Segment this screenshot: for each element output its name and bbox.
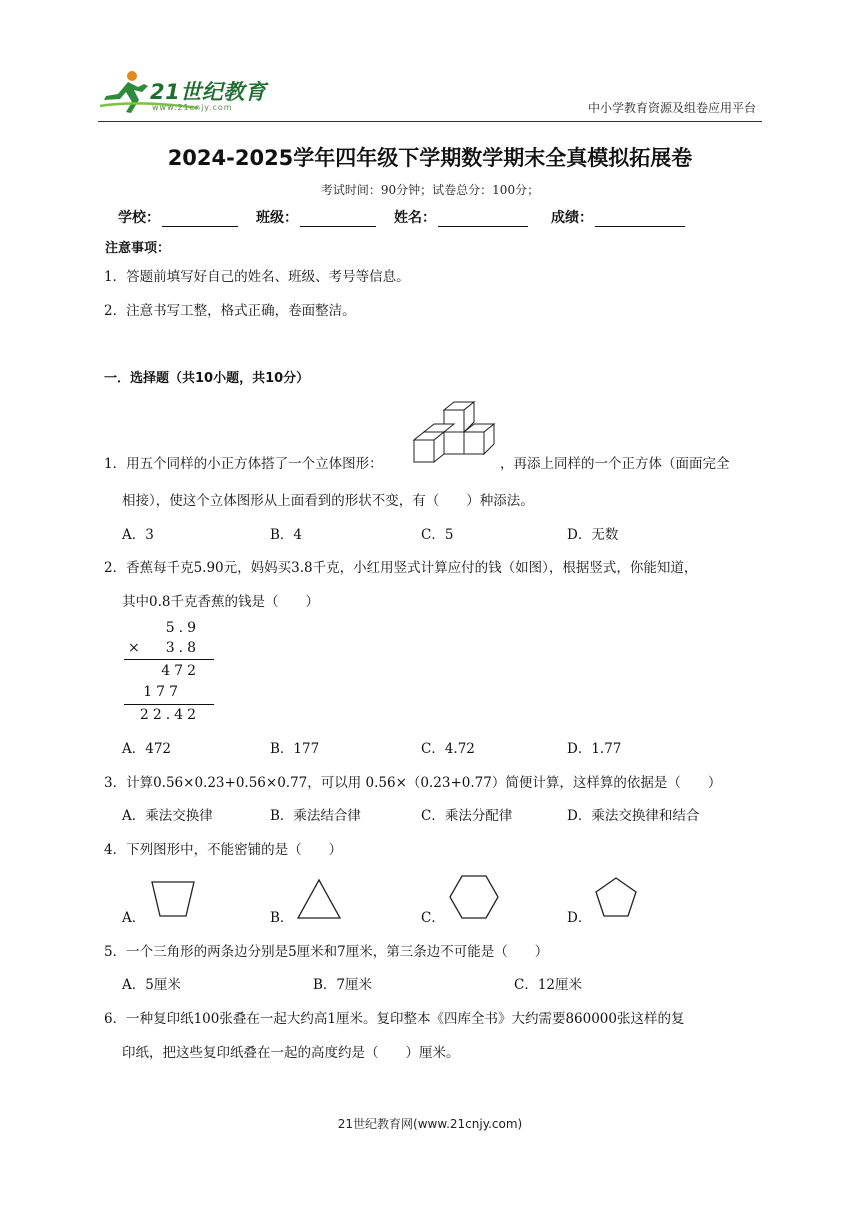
- note-item: 1．答题前填写好自己的姓名、班级、考号等信息。: [104, 269, 410, 285]
- vertical-multiplication: [112, 618, 214, 726]
- cube-stack-figure: [412, 400, 500, 466]
- logo-text: 21世纪教育: [150, 80, 267, 104]
- platform-name: 中小学教育资源及组卷应用平台: [587, 101, 756, 115]
- question-1-suffix: ，再添上同样的一个正方体（面面完全: [500, 456, 730, 472]
- header-divider: [98, 121, 762, 122]
- class-label: 班级：: [256, 210, 298, 226]
- calc-partial-1: 472: [161, 663, 200, 679]
- question-6-line2: 印纸，把这些复印纸叠在一起的高度约是（ ）厘米。: [122, 1045, 460, 1061]
- question-6-line1: 6．一种复印纸100张叠在一起大约高1厘米。复印整本《四库全书》大约需要860000张这样的复: [104, 1011, 685, 1027]
- option-c[interactable]: C．: [421, 910, 445, 926]
- score-field: [551, 207, 685, 227]
- trapezoid-icon: [150, 880, 196, 918]
- page-footer: 21世纪教育网(www.21cnjy.com): [337, 1117, 523, 1131]
- option-b[interactable]: B．: [270, 910, 294, 926]
- option-c[interactable]: C．乘法分配律: [421, 808, 513, 824]
- name-field: [394, 207, 528, 227]
- section-title: 一．选择题（共10小题，共10分）: [104, 371, 310, 386]
- name-label: 姓名：: [394, 210, 436, 226]
- option-a[interactable]: A．3: [122, 527, 154, 543]
- option-d[interactable]: D．: [567, 910, 592, 926]
- question-5-line1: 5．一个三角形的两条边分别是5厘米和7厘米，第三条边不可能是（ ）: [104, 944, 549, 960]
- option-b[interactable]: B．177: [270, 741, 320, 757]
- option-d[interactable]: D．无数: [567, 527, 619, 543]
- pentagon-icon: [594, 876, 638, 918]
- school-blank[interactable]: [162, 211, 238, 227]
- question-2-line2: 其中0.8千克香蕉的钱是（ ）: [122, 594, 319, 610]
- school-field: [118, 207, 238, 227]
- class-field: [256, 207, 376, 227]
- name-blank[interactable]: [438, 211, 528, 227]
- question-1-line2: 相接），使这个立体图形从上面看到的形状不变，有（ ）种添法。: [122, 493, 534, 509]
- exam-title: 2024-2025学年四年级下学期数学期末全真模拟拓展卷: [167, 146, 693, 170]
- option-a[interactable]: A．5厘米: [122, 977, 181, 993]
- option-d[interactable]: D．乘法交换律和结合: [567, 808, 700, 824]
- question-4-line1: 4．下列图形中，不能密铺的是（ ）: [104, 842, 343, 858]
- question-2-line1: 2．香蕉每千克5.90元，妈妈买3.8千克，小红用竖式计算应付的钱（如图），根据竖式，你能知道，: [104, 560, 698, 576]
- calc-multiplier: 3.8: [165, 640, 200, 656]
- calc-line: [124, 659, 214, 660]
- calc-line: [124, 704, 214, 705]
- question-1-prefix: 1．用五个同样的小正方体搭了一个立体图形：: [104, 456, 383, 472]
- calc-multiplicand: 5.9: [165, 620, 200, 636]
- option-c[interactable]: C．4.72: [421, 741, 475, 757]
- score-blank[interactable]: [595, 211, 685, 227]
- exam-subtitle: 考试时间：90分钟；试卷总分：100分；: [320, 183, 540, 197]
- option-c[interactable]: C．5: [421, 527, 454, 543]
- school-label: 学校：: [118, 210, 160, 226]
- option-a[interactable]: A．乘法交换律: [122, 808, 213, 824]
- hexagon-icon: [448, 874, 500, 920]
- note-item: 2．注意书写工整，格式正确，卷面整洁。: [104, 303, 356, 319]
- calc-partial-2: 177: [143, 684, 182, 700]
- class-blank[interactable]: [300, 211, 376, 227]
- option-d[interactable]: D．1.77: [567, 741, 622, 757]
- option-a[interactable]: A．: [122, 910, 146, 926]
- option-b[interactable]: B．乘法结合律: [270, 808, 361, 824]
- calc-result: 22.42: [139, 707, 200, 723]
- option-b[interactable]: B．4: [270, 527, 303, 543]
- logo-url: www.21cnjy.com: [152, 103, 233, 112]
- question-3-line1: 3．计算0.56×0.23+0.56×0.77，可以用 0.56×（0.23+0.77）简便计算，这样算的依据是（ ）: [104, 775, 722, 791]
- score-label: 成绩：: [551, 210, 593, 226]
- option-b[interactable]: B．7厘米: [313, 977, 373, 993]
- triangle-icon: [296, 878, 342, 920]
- option-a[interactable]: A．472: [122, 741, 172, 757]
- calc-times-sign: ×: [128, 640, 144, 656]
- notes-title: 注意事项：: [105, 241, 171, 256]
- option-c[interactable]: C．12厘米: [514, 977, 583, 993]
